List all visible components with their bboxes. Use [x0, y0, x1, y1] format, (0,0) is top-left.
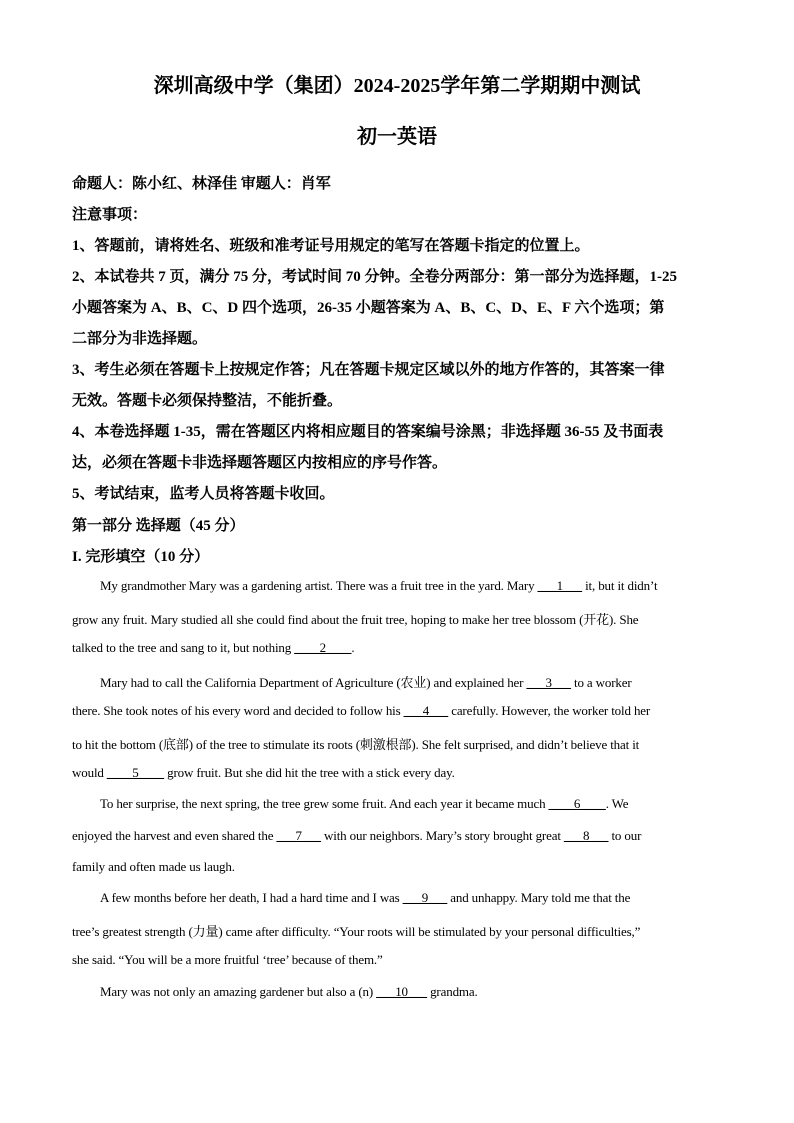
notice-line: 2、本试卷共 7 页，满分 75 分，考试时间 70 分钟。全卷分两部分：第一部分为选择题，1-25: [72, 269, 677, 285]
passage-text: talked to the tree and sang to it, but nothing: [72, 640, 295, 655]
passage-line: grow any fruit. Mary studied all she could find about the fruit tree, hoping to make her tree blossom (开花). She: [72, 612, 639, 627]
passage-text: would: [72, 765, 107, 780]
passage-line: [100, 578, 657, 594]
passage-text: A few months before her death, I had a hard time and I was: [100, 890, 403, 905]
notice-line: 小题答案为 A、B、C、D 四个选项，26-35 小题答案为 A、B、C、D、E、F 六个选项；第: [72, 300, 665, 316]
notice-line: 二部分为非选择题。: [72, 331, 208, 347]
passage-line: family and often made us laugh.: [72, 859, 235, 874]
passage-text: My grandmother Mary was a gardening artist. There was a fruit tree in the yard. Mary: [100, 578, 538, 593]
exam-title: 深圳高级中学（集团）2024-2025学年第二学期期中测试: [153, 75, 641, 97]
passage-text: it, but it didn’t: [581, 578, 658, 593]
blank-2: ____2____: [294, 640, 352, 655]
passage-line: [100, 984, 478, 1000]
passage-text: grandma.: [426, 984, 478, 999]
passage-text: . We: [605, 796, 629, 811]
passage-line: tree’s greatest strength (力量) came after difficulty. “Your roots will be stimulated by your personal difficulties,”: [72, 924, 641, 939]
passage-line: [100, 796, 628, 812]
part-heading: 第一部分 选择题（45 分）: [72, 518, 245, 534]
blank-4: ___4___: [403, 703, 449, 718]
passage-text: Mary was not only an amazing gardener but also a (n): [100, 984, 377, 999]
notice-line: 无效。答题卡必须保持整洁，不能折叠。: [72, 393, 343, 409]
passage-text: to a worker: [570, 675, 632, 690]
passage-line: [100, 672, 632, 691]
blank-7: ___7___: [276, 828, 321, 843]
passage-line: to hit the bottom (底部) of the tree to stimulate its roots (刺激根部). She felt surprised, and didn’t believe that it: [72, 737, 640, 752]
notice-line: 4、本卷选择题 1-35，需在答题区内将相应题目的答案编号涂黑；非选择题 36-55 及书面表: [72, 424, 664, 440]
blank-6: ____6____: [548, 796, 606, 811]
blank-5: ____5____: [106, 765, 165, 780]
notice-line: 3、考生必须在答题卡上按规定作答；凡在答题卡规定区域以外的地方作答的，其答案一律: [72, 362, 665, 378]
notice-line: 5、考试结束，监考人员将答题卡收回。: [72, 486, 335, 502]
passage-text: to our: [608, 828, 642, 843]
passage-line: [72, 828, 641, 844]
passage-line: she said. “You will be a more fruitful ‘tree’ because of them.”: [72, 952, 383, 967]
section-heading: I. 完形填空（10 分）: [72, 549, 210, 565]
passage-text: Mary had to call the California Department of Agriculture (农业) and explained her: [100, 675, 527, 690]
blank-3: ___3___: [526, 675, 571, 690]
author-line: 命题人：陈小红、林泽佳 审题人：肖军: [72, 176, 331, 192]
passage-text: with our neighbors. Mary’s story brought great: [320, 828, 564, 843]
blank-8: ___8___: [563, 828, 609, 843]
passage-text: grow fruit. But she did hit the tree with a stick every day.: [164, 765, 455, 780]
exam-subtitle: 初一英语: [357, 126, 437, 148]
blank-10: ___10___: [376, 984, 427, 999]
passage-text: there. She took notes of his every word and decided to follow his: [72, 703, 404, 718]
passage-line: [72, 765, 455, 781]
notice-heading: 注意事项：: [72, 207, 148, 223]
passage-text: To her surprise, the next spring, the tree grew some fruit. And each year it became much: [100, 796, 549, 811]
passage-line: [72, 640, 354, 656]
notice-line: 达，必须在答题卡非选择题答题区内按相应的序号作答。: [72, 455, 448, 471]
passage-text: enjoyed the harvest and even shared the: [72, 828, 277, 843]
passage-text: and unhappy. Mary told me that the: [447, 890, 631, 905]
passage-line: [100, 890, 630, 906]
passage-text: .: [351, 640, 355, 655]
blank-1: ___1___: [537, 578, 582, 593]
blank-9: ___9___: [402, 890, 448, 905]
notice-line: 1、答题前，请将姓名、班级和准考证号用规定的笔写在答题卡指定的位置上。: [72, 238, 590, 254]
passage-text: carefully. However, the worker told her: [448, 703, 651, 718]
passage-line: [72, 703, 650, 719]
